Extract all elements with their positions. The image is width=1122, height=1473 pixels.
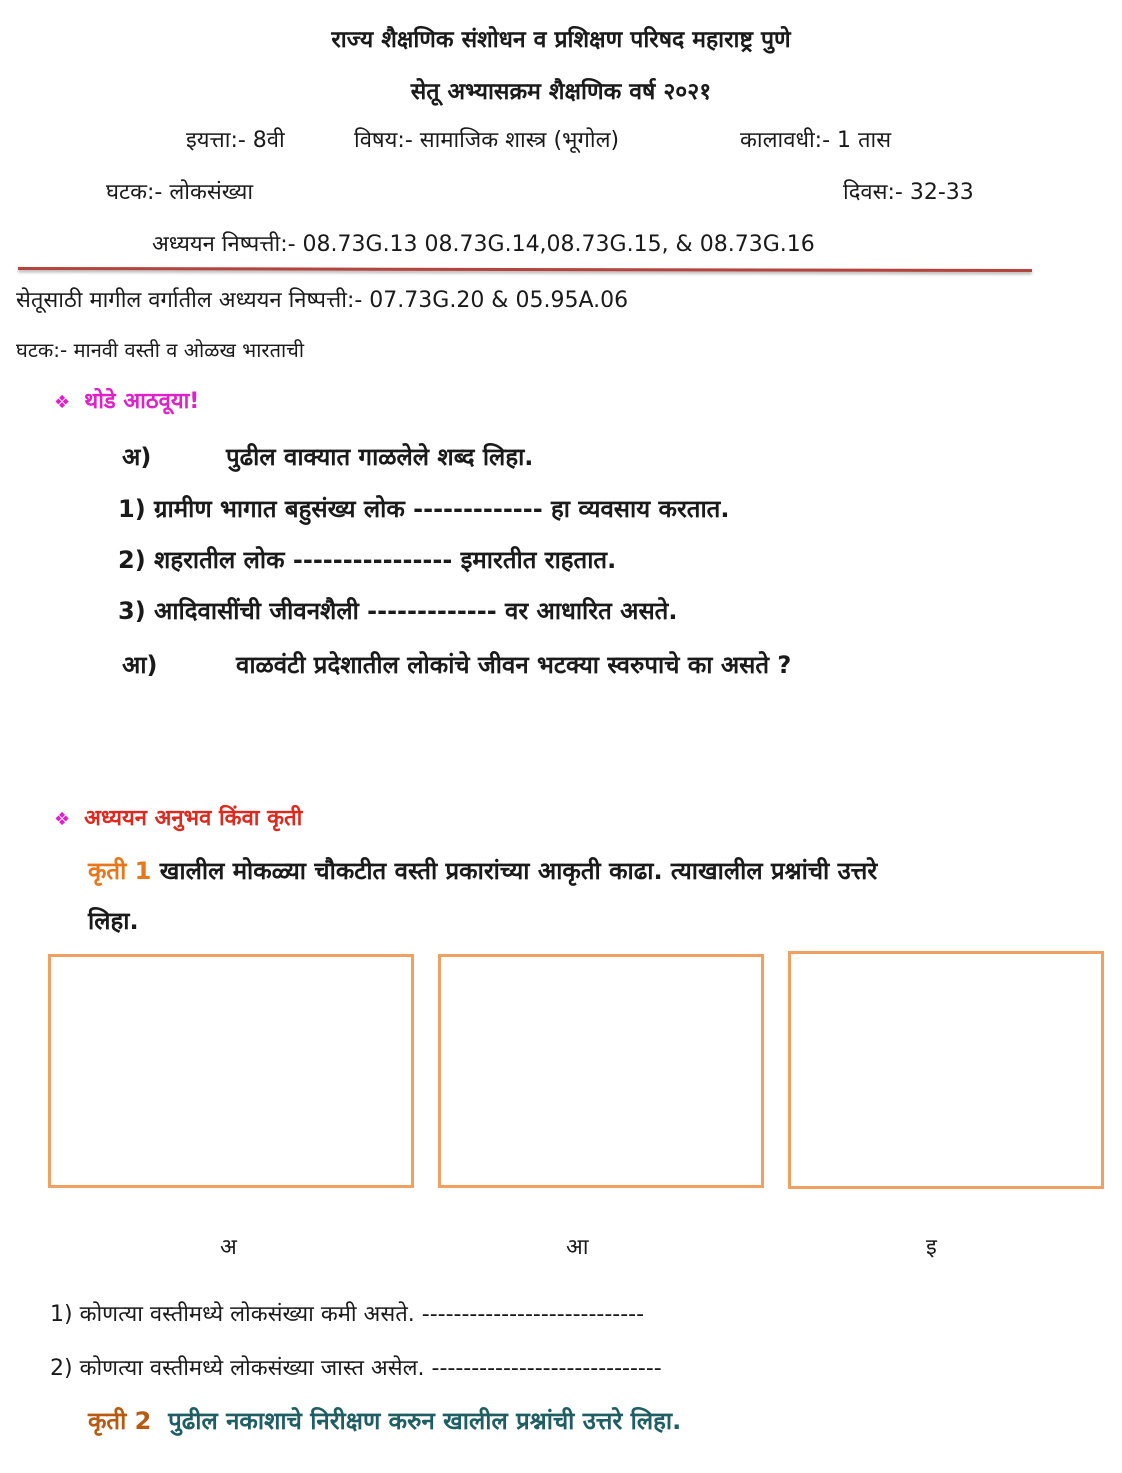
grade-label: इयत्ता:- 8वी [186, 128, 285, 153]
fill-blank-item: 3) आदिवासींची जीवनशैली ------------- वर आधारित असते. [118, 597, 678, 625]
previous-unit: घटक:- मानवी वस्ती व ओळख भारताची [16, 338, 305, 362]
question-aa-marker: आ) [122, 651, 158, 679]
box-label-i: इ [926, 1235, 937, 1260]
diamond-bullet-icon: ❖ [54, 809, 71, 830]
days-label: दिवस:- 32-33 [843, 180, 974, 205]
box-label-a: अ [220, 1235, 237, 1260]
task1-text-continued: लिहा. [88, 907, 139, 935]
unit-label: घटक:- लोकसंख्या [106, 180, 254, 205]
header-title: राज्य शैक्षणिक संशोधन व प्रशिक्षण परिषद महाराष्ट्र पुणे [331, 27, 791, 53]
task1-text: खालील मोकळ्या चौकटीत वस्ती प्रकारांच्या आकृती काढा. त्याखालील प्रश्नांची उत्तरे [151, 857, 878, 885]
subject-label: विषय:- सामाजिक शास्त्र (भूगोल) [354, 128, 620, 153]
drawing-box-a[interactable] [48, 954, 414, 1188]
header-divider [18, 267, 1032, 272]
task1-label: कृती 1 [88, 857, 152, 885]
drawing-box-aa[interactable] [438, 954, 764, 1188]
previous-outcomes: सेतूसाठी मागील वर्गातील अध्ययन निष्पत्ती:- 07.73G.20 & 05.95A.06 [16, 288, 629, 313]
activity-heading: अध्ययन अनुभव किंवा कृती [84, 806, 303, 831]
learning-outcomes: अध्ययन निष्पत्ती:- 08.73G.13 08.73G.14,08.73G.15, & 08.73G.16 [152, 232, 815, 257]
header-subtitle: सेतू अभ्यासक्रम शैक्षणिक वर्ष २०२१ [410, 79, 712, 105]
box-label-aa: आ [566, 1235, 589, 1260]
recall-heading: थोडे आठवूया! [84, 389, 200, 414]
question-a-text: पुढील वाक्यात गाळलेले शब्द लिहा. [226, 443, 534, 471]
fill-blank-item: 1) ग्रामीण भागात बहुसंख्य लोक ------------- हा व्यवसाय करतात. [118, 495, 730, 523]
activity-question-2: 2) कोणत्या वस्तीमध्ये लोकसंख्या जास्त असेल. ----------------------------- [50, 1356, 662, 1381]
recall-heading-row [54, 385, 199, 415]
activity-question-1: 1) कोणत्या वस्तीमध्ये लोकसंख्या कमी असते. ---------------------------- [50, 1302, 645, 1327]
task2-label: कृती 2 [88, 1407, 152, 1435]
task1-line [88, 854, 877, 887]
fill-blank-item: 2) शहरातील लोक ---------------- इमारतीत राहतात. [118, 546, 617, 574]
activity-heading-row [54, 802, 302, 832]
task2-text: पुढील नकाशाचे निरीक्षण करुन खालील प्रश्नांची उत्तरे लिहा. [168, 1407, 682, 1435]
question-aa-text: वाळवंटी प्रदेशातील लोकांचे जीवन भटक्या स्वरुपाचे का असते ? [236, 651, 792, 679]
question-a-marker: अ) [122, 443, 152, 471]
diamond-bullet-icon: ❖ [54, 392, 71, 413]
duration-label: कालावधी:- 1 तास [740, 128, 892, 153]
drawing-box-i[interactable] [788, 951, 1104, 1189]
task2-line [88, 1404, 681, 1437]
